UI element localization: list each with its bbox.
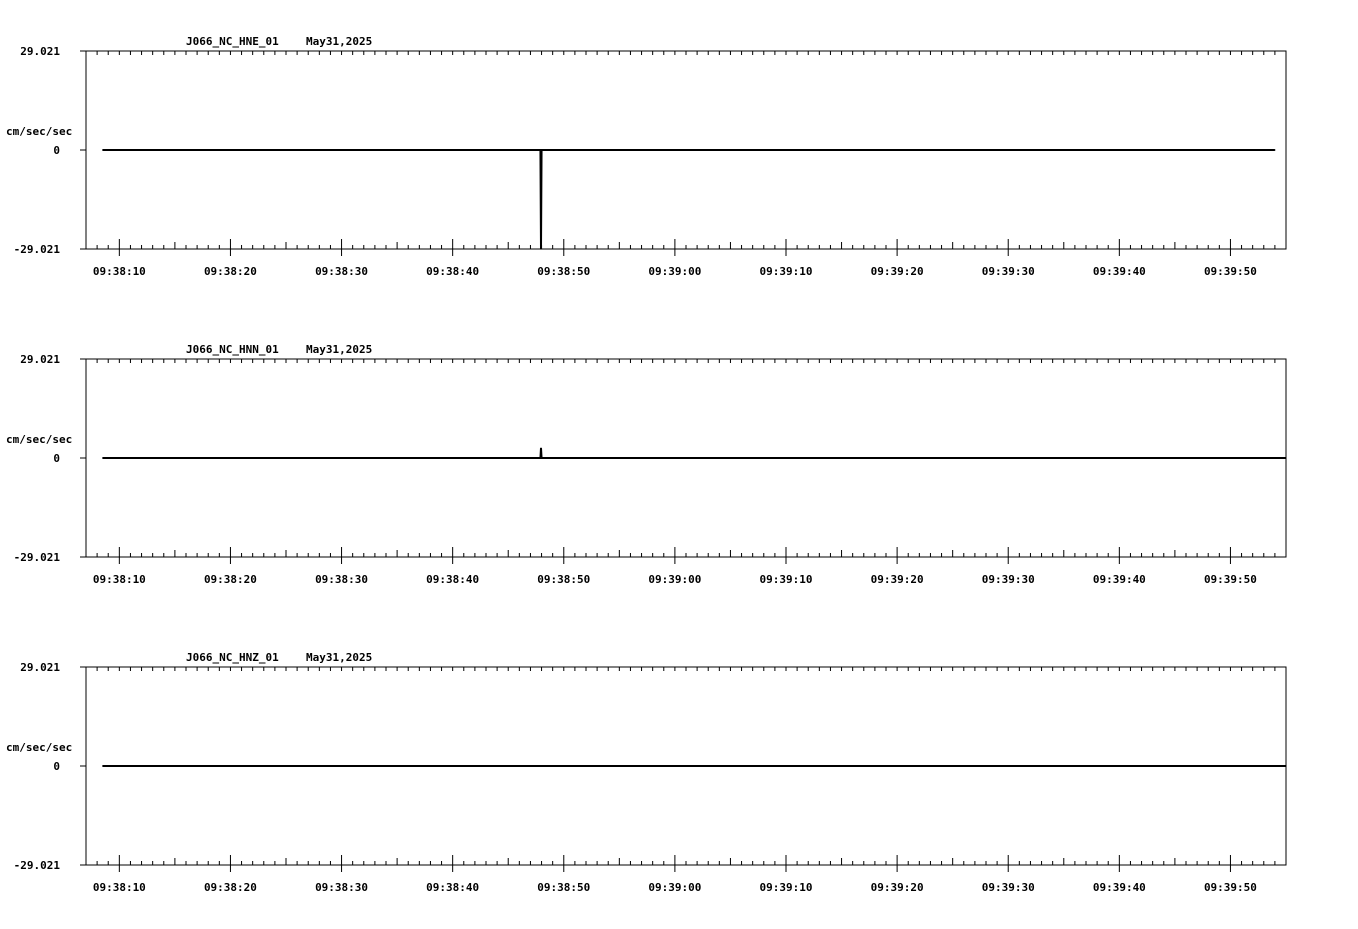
data-point <box>102 765 103 766</box>
x-tick-label: 09:38:40 <box>426 573 480 586</box>
x-tick-label: 09:38:50 <box>537 881 591 894</box>
x-tick-label: 09:38:50 <box>537 265 591 278</box>
chart-panel-1 <box>6 35 1286 278</box>
x-tick-label: 09:38:10 <box>92 881 146 894</box>
chart-title: J066_NC_HNN_01 <box>186 343 279 356</box>
data-point <box>540 149 541 150</box>
x-tick-label: 09:39:00 <box>648 881 702 894</box>
data-point <box>541 149 542 150</box>
x-tick-label: 09:39:40 <box>1092 881 1146 894</box>
chart-date: May31,2025 <box>306 35 373 48</box>
x-tick-label: 09:38:40 <box>426 265 480 278</box>
y-tick-label: 0 <box>53 144 60 157</box>
x-tick-label: 09:39:10 <box>759 265 813 278</box>
chart-date: May31,2025 <box>306 651 373 664</box>
x-tick-label: 09:39:10 <box>759 573 813 586</box>
y-tick-label: -29.021 <box>13 243 60 256</box>
x-tick-label: 09:39:40 <box>1092 265 1146 278</box>
data-point <box>540 448 541 449</box>
x-tick-label: 09:39:10 <box>759 881 813 894</box>
x-tick-label: 09:39:20 <box>870 573 924 586</box>
y-tick-label: -29.021 <box>13 859 60 872</box>
x-tick-label: 09:39:20 <box>870 881 924 894</box>
x-tick-label: 09:38:40 <box>426 881 480 894</box>
x-tick-label: 09:39:40 <box>1092 573 1146 586</box>
y-axis-label: cm/sec/sec <box>6 125 73 138</box>
x-tick-label: 09:39:30 <box>981 265 1035 278</box>
x-tick-label: 09:38:30 <box>315 881 369 894</box>
x-tick-label: 09:38:20 <box>203 881 257 894</box>
y-tick-label: 0 <box>53 452 60 465</box>
x-tick-label: 09:38:10 <box>92 265 146 278</box>
y-tick-label: 29.021 <box>20 661 60 674</box>
data-point <box>102 457 103 458</box>
x-tick-label: 09:38:30 <box>315 573 369 586</box>
chart-panel-2 <box>6 343 1287 586</box>
x-tick-label: 09:38:20 <box>203 573 257 586</box>
x-tick-label: 09:38:30 <box>315 265 369 278</box>
x-tick-label: 09:39:00 <box>648 265 702 278</box>
data-point <box>1274 149 1275 150</box>
chart-panel-3 <box>6 651 1287 894</box>
x-tick-label: 09:39:20 <box>870 265 924 278</box>
chart-title: J066_NC_HNZ_01 <box>186 651 279 664</box>
y-tick-label: 29.021 <box>20 353 60 366</box>
data-point <box>102 149 103 150</box>
x-tick-label: 09:39:30 <box>981 881 1035 894</box>
x-tick-label: 09:39:50 <box>1203 573 1257 586</box>
y-tick-label: 0 <box>53 760 60 773</box>
chart-title: J066_NC_HNE_01 <box>186 35 279 48</box>
series-trace-1 <box>103 448 1286 458</box>
y-axis-label: cm/sec/sec <box>6 433 73 446</box>
data-point <box>540 248 541 249</box>
x-tick-label: 09:39:50 <box>1203 881 1257 894</box>
y-tick-label: -29.021 <box>13 551 60 564</box>
x-tick-label: 09:39:00 <box>648 573 702 586</box>
x-tick-label: 09:39:50 <box>1203 265 1257 278</box>
data-point <box>1285 457 1286 458</box>
data-point <box>1285 765 1286 766</box>
x-tick-label: 09:38:10 <box>92 573 146 586</box>
data-point <box>541 457 542 458</box>
x-tick-label: 09:39:30 <box>981 573 1035 586</box>
y-tick-label: 29.021 <box>20 45 60 58</box>
x-tick-label: 09:38:20 <box>203 265 257 278</box>
chart-date: May31,2025 <box>306 343 373 356</box>
x-tick-label: 09:38:50 <box>537 573 591 586</box>
series-trace-1 <box>103 150 1275 249</box>
data-point <box>540 457 541 458</box>
y-axis-label: cm/sec/sec <box>6 741 73 754</box>
